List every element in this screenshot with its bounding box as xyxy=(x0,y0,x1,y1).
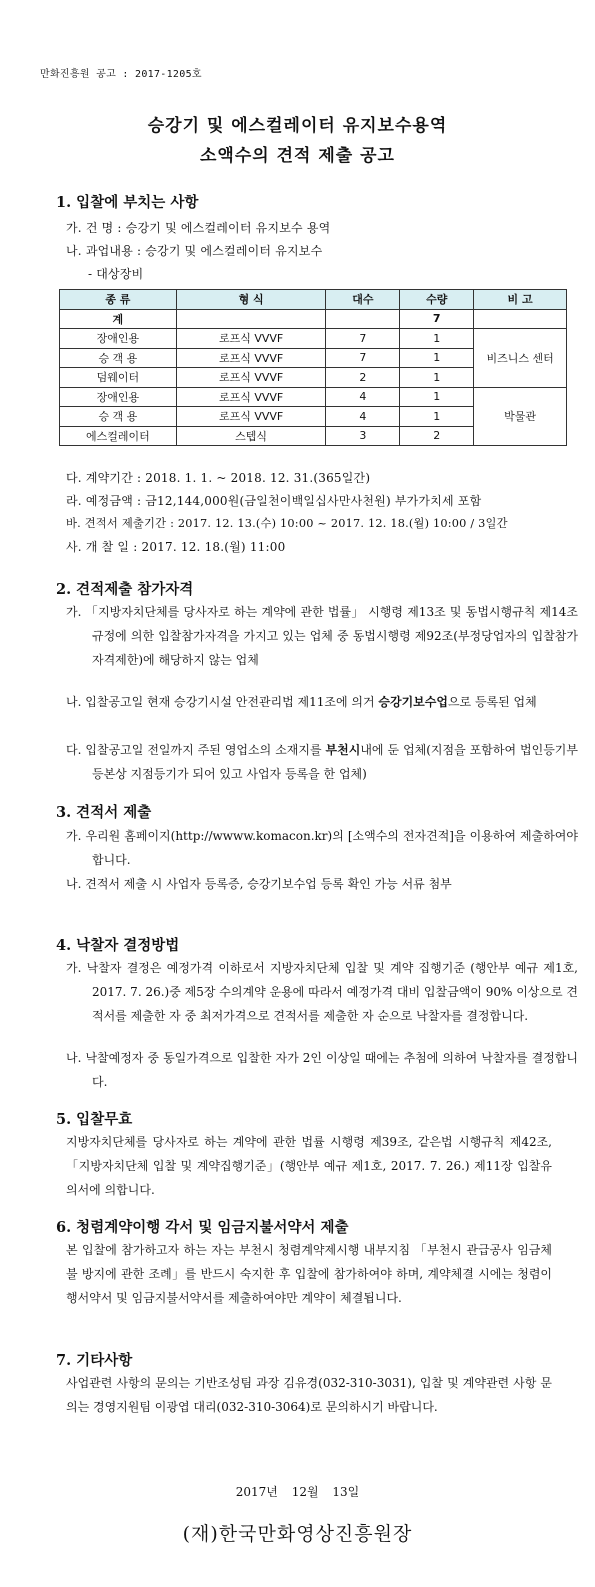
total-label: 계 xyxy=(60,309,177,329)
header-note: 비 고 xyxy=(474,290,567,310)
cell-quantity: 1 xyxy=(400,368,474,388)
section-1-item-ga: 가. 건 명 : 승강기 및 에스컬레이터 유지보수 용역 xyxy=(66,221,331,235)
cell-floors: 4 xyxy=(326,407,400,427)
section-6-heading: 6. 청렴계약이행 각서 및 임금지불서약서 제출 xyxy=(56,1219,349,1236)
cell-note-business-center: 비즈니스 센터 xyxy=(474,329,567,388)
section-1-sub: - 대상장비 xyxy=(88,267,144,281)
cell-type: 덤웨이터 xyxy=(60,368,177,388)
section-7-body: 사업관련 사항의 문의는 기반조성팀 과장 김유경(032-310-3031), 입찰 및 계약관련 사항 문의는 경영지원팀 이광엽 대리(032-310-3064)로 문의하시기 바랍니다. xyxy=(66,1376,552,1414)
section-4-heading: 4. 낙찰자 결정방법 xyxy=(56,937,180,954)
section-2-da-emphasis: 부천시 xyxy=(325,743,361,757)
header-model: 형 식 xyxy=(176,290,326,310)
header-quantity: 수량 xyxy=(400,290,474,310)
cell-model: 로프식 VVVF xyxy=(176,387,326,407)
table-row xyxy=(60,387,567,407)
notice-date: 2017년 12월 13일 xyxy=(235,1485,360,1499)
section-3-heading: 3. 견적서 제출 xyxy=(56,804,152,821)
section-5-body: 지방자치단체를 당사자로 하는 계약에 관한 법률 시행령 제39조, 같은법 시행규칙 제42조, 「지방자치단체 입찰 및 계약집행기준」(행안부 예규 제1호, 2017. 7. 26.) 제11장 입찰유의서에 의합니다. xyxy=(66,1135,552,1197)
table-header-row xyxy=(60,290,567,310)
table-total-row xyxy=(60,309,567,329)
section-2-heading: 2. 견적제출 참가자격 xyxy=(56,581,194,598)
title-line-2: 소액수의 견적 제출 공고 xyxy=(200,146,395,166)
cell-model: 로프식 VVVF xyxy=(176,368,326,388)
section-6-body: 본 입찰에 참가하고자 하는 자는 부천시 청렴계약제시행 내부지침 「부천시 관급공사 임금체불 방지에 관한 조례」를 반드시 숙지한 후 입찰에 참가하여야 하며, 계약체결 시에는 청렴이행서약서 및 임금지불서약서를 제출하여야만 계약이 체결됩니다. xyxy=(66,1243,552,1305)
section-3-item-ga: 가. 우리원 홈페이지(http://wwww.komacon.kr)의 [소액수의 전자견적]을 이용하여 제출하여야 합니다. xyxy=(66,829,578,867)
section-4-item-ga: 가. 낙찰자 결정은 예정가격 이하로서 지방자치단체 입찰 및 계약 집행기준 (행안부 예규 제1호, 2017. 7. 26.)중 제5장 수의계약 운용에 따라서 예정가격 대비 입찰금액이 90% 이상으로 견적서를 제출한 자 중 최저가격으로 견적서를 제출한 자 순으로 낙찰자를 결정합니다. xyxy=(66,961,578,1023)
cell-type: 장애인용 xyxy=(60,387,177,407)
section-7-heading: 7. 기타사항 xyxy=(56,1352,133,1369)
total-quantity: 7 xyxy=(400,309,474,329)
cell-note-museum: 박물관 xyxy=(474,387,567,446)
section-2-na-text: 나. 입찰공고일 현재 승강기시설 안전관리법 제11조에 의거 xyxy=(66,695,379,709)
section-4-item-na: 나. 낙찰예정자 중 동일가격으로 입찰한 자가 2인 이상일 때에는 추첨에 의하여 낙찰자를 결정합니다. xyxy=(66,1051,578,1089)
section-2-na-text-end: 으로 등록된 업체 xyxy=(447,695,537,709)
cell-type: 승 객 용 xyxy=(60,348,177,368)
section-2-da-text: 다. 입찰공고일 전일까지 주된 영업소의 소재지를 xyxy=(66,743,326,757)
cell-floors: 4 xyxy=(326,387,400,407)
cell-floors: 7 xyxy=(326,348,400,368)
table-row xyxy=(60,329,567,349)
cell-quantity: 1 xyxy=(400,407,474,427)
cell-type: 에스컬레이터 xyxy=(60,426,177,446)
cell-model: 로프식 VVVF xyxy=(176,348,326,368)
cell-type: 승 객 용 xyxy=(60,407,177,427)
section-1-item-ba: 바. 견적서 제출기간 : 2017. 12. 13.(수) 10:00 ~ 2017. 12. 18.(월) 10:00 / 3일간 xyxy=(66,517,508,530)
header-floors: 대수 xyxy=(326,290,400,310)
section-1-item-sa: 사. 개 찰 일 : 2017. 12. 18.(월) 11:00 xyxy=(66,540,286,554)
section-2-item-da xyxy=(66,738,578,786)
cell-quantity: 2 xyxy=(400,426,474,446)
section-1-heading: 1. 입찰에 부치는 사항 xyxy=(56,194,199,211)
section-1-item-ra: 라. 예정금액 : 금12,144,000원(금일천이백일십사만사천원) 부가가치세 포함 xyxy=(66,494,482,508)
cell-type: 장애인용 xyxy=(60,329,177,349)
total-empty xyxy=(326,309,400,329)
cell-floors: 7 xyxy=(326,329,400,349)
issuer-name: (재)한국만화영상진흥원장 xyxy=(182,1523,413,1545)
total-empty xyxy=(176,309,326,329)
cell-model: 스텝식 xyxy=(176,426,326,446)
cell-quantity: 1 xyxy=(400,387,474,407)
cell-floors: 2 xyxy=(326,368,400,388)
cell-quantity: 1 xyxy=(400,348,474,368)
section-5-heading: 5. 입찰무효 xyxy=(56,1111,133,1128)
section-2-da-text-end: 내에 둔 업체(지점을 포함하여 법인등기부등본상 지점등기가 되어 있고 사업자 등록을 한 업체) xyxy=(92,743,578,781)
section-3-item-na: 나. 견적서 제출 시 사업자 등록증, 승강기보수업 등록 확인 가능 서류 첨부 xyxy=(66,877,452,891)
title-line-1: 승강기 및 에스컬레이터 유지보수용역 xyxy=(147,116,448,136)
section-2-item-na xyxy=(66,690,578,714)
section-1-item-na: 나. 과업내용 : 승강기 및 에스컬레이터 유지보수 xyxy=(66,244,323,258)
header-type: 종 류 xyxy=(60,290,177,310)
cell-model: 로프식 VVVF xyxy=(176,407,326,427)
section-2-item-ga: 가. 「지방자치단체를 당사자로 하는 계약에 관한 법률」 시행령 제13조 및 동법시행규칙 제14조 규정에 의한 입찰참가자격을 가지고 있는 업체 중 동법시행령 제92조(부정당업자의 입찰참가자격제한)에 해당하지 않는 업체 xyxy=(66,605,578,667)
notice-number: 만화진흥원 공고 : 2017-1205호 xyxy=(40,69,202,80)
section-2-na-emphasis: 승강기보수업 xyxy=(378,695,448,709)
section-1-item-da: 다. 계약기간 : 2018. 1. 1. ~ 2018. 12. 31.(365일간) xyxy=(66,471,371,485)
cell-quantity: 1 xyxy=(400,329,474,349)
equipment-table xyxy=(59,289,567,446)
cell-floors: 3 xyxy=(326,426,400,446)
cell-model: 로프식 VVVF xyxy=(176,329,326,349)
total-note-empty xyxy=(474,309,567,329)
